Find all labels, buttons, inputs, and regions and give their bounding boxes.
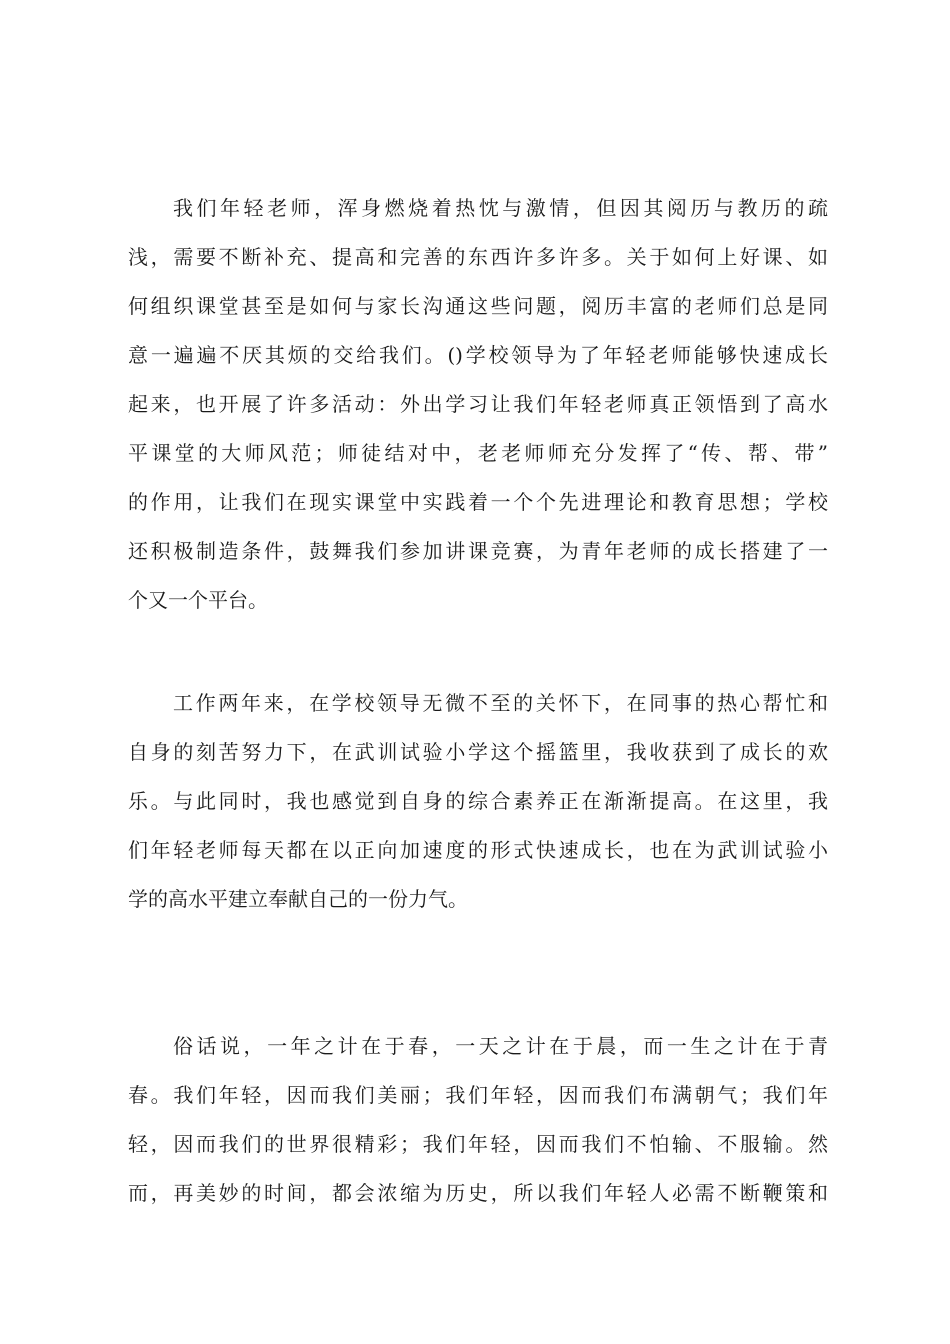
text-line: 自身的刻苦努力下，在武训试验小学这个摇篮里，我收获到了成长的欢 xyxy=(128,740,828,764)
text-line: 还积极制造条件，鼓舞我们参加讲课竞赛，为青年老师的成长搭建了一 xyxy=(128,539,828,563)
text-line: 工作两年来，在学校领导无微不至的关怀下，在同事的热心帮忙和 xyxy=(173,691,828,715)
text-line: 们年轻老师每天都在以正向加速度的形式快速成长，也在为武训试验小 xyxy=(128,838,828,862)
text-line: 浅，需要不断补充、提高和完善的东西许多许多。关于如何上好课、如 xyxy=(128,245,828,269)
text-line: 何组织课堂甚至是如何与家长沟通这些问题，阅历丰富的老师们总是同 xyxy=(128,294,828,318)
text-line: 意一遍遍不厌其烦的交给我们。()学校领导为了年轻老师能够快速成长 xyxy=(128,343,828,367)
text-line: 学的高水平建立奉献自己的一份力气。 xyxy=(128,887,468,911)
text-line: 平课堂的大师风范；师徒结对中，老老师师充分发挥了“传、帮、带” xyxy=(128,441,828,465)
paragraph-1 xyxy=(128,184,828,625)
text-line: 轻，因而我们的世界很精彩；我们年轻，因而我们不怕输、不服输。然 xyxy=(128,1132,828,1156)
paragraph-3 xyxy=(128,1022,828,1218)
text-line: 俗话说，一年之计在于春，一天之计在于晨，而一生之计在于青 xyxy=(173,1034,828,1058)
text-line: 而，再美妙的时间，都会浓缩为历史，所以我们年轻人必需不断鞭策和 xyxy=(128,1181,828,1205)
text-line: 的作用，让我们在现实课堂中实践着一个个先进理论和教育思想；学校 xyxy=(128,490,828,514)
text-line: 乐。与此同时，我也感觉到自身的综合素养正在渐渐提高。在这里，我 xyxy=(128,789,828,813)
text-line: 我们年轻老师，浑身燃烧着热忱与激情，但因其阅历与教历的疏 xyxy=(173,196,828,220)
paragraph-2 xyxy=(128,679,828,924)
text-line: 春。我们年轻，因而我们美丽；我们年轻，因而我们布满朝气；我们年 xyxy=(128,1083,828,1107)
text-line: 起来，也开展了许多活动：外出学习让我们年轻老师真正领悟到了高水 xyxy=(128,392,828,416)
text-line: 个又一个平台。 xyxy=(128,588,268,612)
